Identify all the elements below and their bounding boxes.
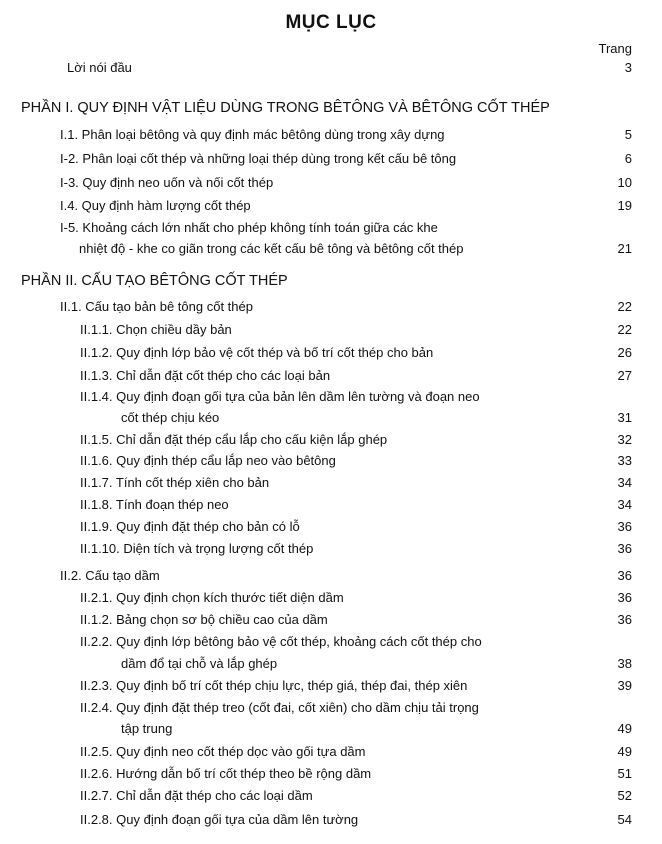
toc-entry-page: 36 [617,590,632,605]
toc-entry-title: PHẦN I. QUY ĐỊNH VẬT LIỆU DÙNG TRONG BÊTÔNG VÀ BÊTÔNG CỐT THÉP [21,100,550,116]
toc-entry-title: II.2. Cấu tạo dầm [60,568,160,583]
toc-entry-page: 32 [617,432,632,447]
toc-entry-page: 33 [617,453,632,468]
toc-entry-title: II.1.9. Quy định đặt thép cho bản có lỗ [80,519,300,534]
toc-entry-page: 36 [617,541,632,556]
toc-entry-title: cốt thép chịu kéo [121,410,220,425]
toc-entry-title: II.2.8. Quy định đoạn gối tựa của dầm lên tường [80,812,359,827]
toc-entry-title: II.2.4. Quy định đặt thép treo (cốt đai, cốt xiên) cho dầm chịu tải trọng [80,700,479,715]
toc-entry-title: nhiệt độ - khe co giãn trong các kết cấu bê tông và bêtông cốt thép [79,241,464,256]
toc-entry-title: II.2.1. Quy định chọn kích thước tiết diện dầm [80,590,344,605]
toc-entry-title: I-2. Phân loại cốt thép và những loại thép dùng trong kết cấu bê tông [60,151,457,166]
toc-entry-title: I-3. Quy định neo uốn và nối cốt thép [60,175,274,190]
toc-entry-title: II.1.7. Tính cốt thép xiên cho bản [80,475,270,490]
toc-entry-page: 49 [617,721,632,736]
toc-entry-page: 39 [617,678,632,693]
toc-entry-page: 36 [617,519,632,534]
toc-entry-title: PHẦN II. CẤU TẠO BÊTÔNG CỐT THÉP [21,273,288,289]
toc-entry-page: 38 [617,656,632,671]
toc-entry-title: II.1.6. Quy định thép cẩu lắp neo vào bêtông [80,453,336,468]
toc-entry-title: II.1.3. Chỉ dẫn đặt cốt thép cho các loại bản [80,368,331,383]
toc-entry-page: 3 [624,60,632,75]
toc-entry-title: II.1.4. Quy định đoạn gối tựa của bản lên dầm lên tường và đoạn neo [80,389,480,404]
toc-entry-title: II.2.2. Quy định lớp bêtông bảo vệ cốt thép, khoảng cách cốt thép cho [80,634,482,649]
toc-entry-page: 36 [617,568,632,583]
toc-entry-page: 19 [617,198,632,213]
toc-entry-page: 49 [617,744,632,759]
toc-entry-title: II.1.10. Diện tích và trọng lượng cốt thép [80,541,314,556]
toc-entry-page: 5 [624,127,632,142]
toc-entry-page: 51 [617,766,632,781]
toc-entry-page: 26 [617,345,632,360]
toc-entry-title: tập trung [121,721,173,736]
toc-entry-page: 22 [617,299,632,314]
toc-entry-title: II.1.2. Quy định lớp bảo vệ cốt thép và bố trí cốt thép cho bản [80,345,434,360]
toc-entry-page: 21 [617,241,632,256]
toc-entry-title: I.4. Quy định hàm lượng cốt thép [60,198,251,213]
toc-entry-title: II.1.1. Chọn chiều dầy bản [80,322,232,337]
toc-entry-title: II.2.5. Quy định neo cốt thép dọc vào gối tựa dầm [80,744,366,759]
toc-entry-page: 34 [617,497,632,512]
toc-entry-page: 6 [624,151,632,166]
toc-entry-title: I-5. Khoảng cách lớn nhất cho phép không tính toán giữa các khe [60,220,438,235]
toc-entry-page: 31 [617,410,632,425]
toc-entry-title: II.1. Cấu tạo bản bê tông cốt thép [60,299,253,314]
toc-entry-title: II.2.6. Hướng dẫn bố trí cốt thép theo bề rộng dầm [80,766,372,781]
toc-entry-page: 27 [617,368,632,383]
toc-entry-page: 54 [617,812,632,827]
toc-entry-title: Lời nói đầu [67,60,132,75]
toc-entry-page: 34 [617,475,632,490]
toc-entry-title: II.1.5. Chỉ dẫn đặt thép cẩu lắp cho cấu kiện lắp ghép [80,432,388,447]
toc-entry-title: II.2.7. Chỉ dẫn đặt thép cho các loại dầm [80,788,313,803]
toc-entry-title: II.2.3. Quy định bố trí cốt thép chịu lực, thép giá, thép đai, thép xiên [80,678,468,693]
toc-entry-page: 10 [617,175,632,190]
toc-entry-page: 22 [617,322,632,337]
toc-entry-title: II.1.8. Tính đoạn thép neo [80,497,229,512]
toc-entry-title: II.1.2. Bảng chọn sơ bộ chiều cao của dầm [80,612,328,627]
toc-entry-title: dầm đổ tại chỗ và lắp ghép [121,656,278,671]
page-title: MỤC LỤC [285,12,377,33]
toc-entry-page: 36 [617,612,632,627]
page-column-label: Trang [598,41,632,56]
toc-entry-page: 52 [617,788,632,803]
toc-entry-title: I.1. Phân loại bêtông và quy định mác bêtông dùng trong xây dựng [60,127,445,142]
